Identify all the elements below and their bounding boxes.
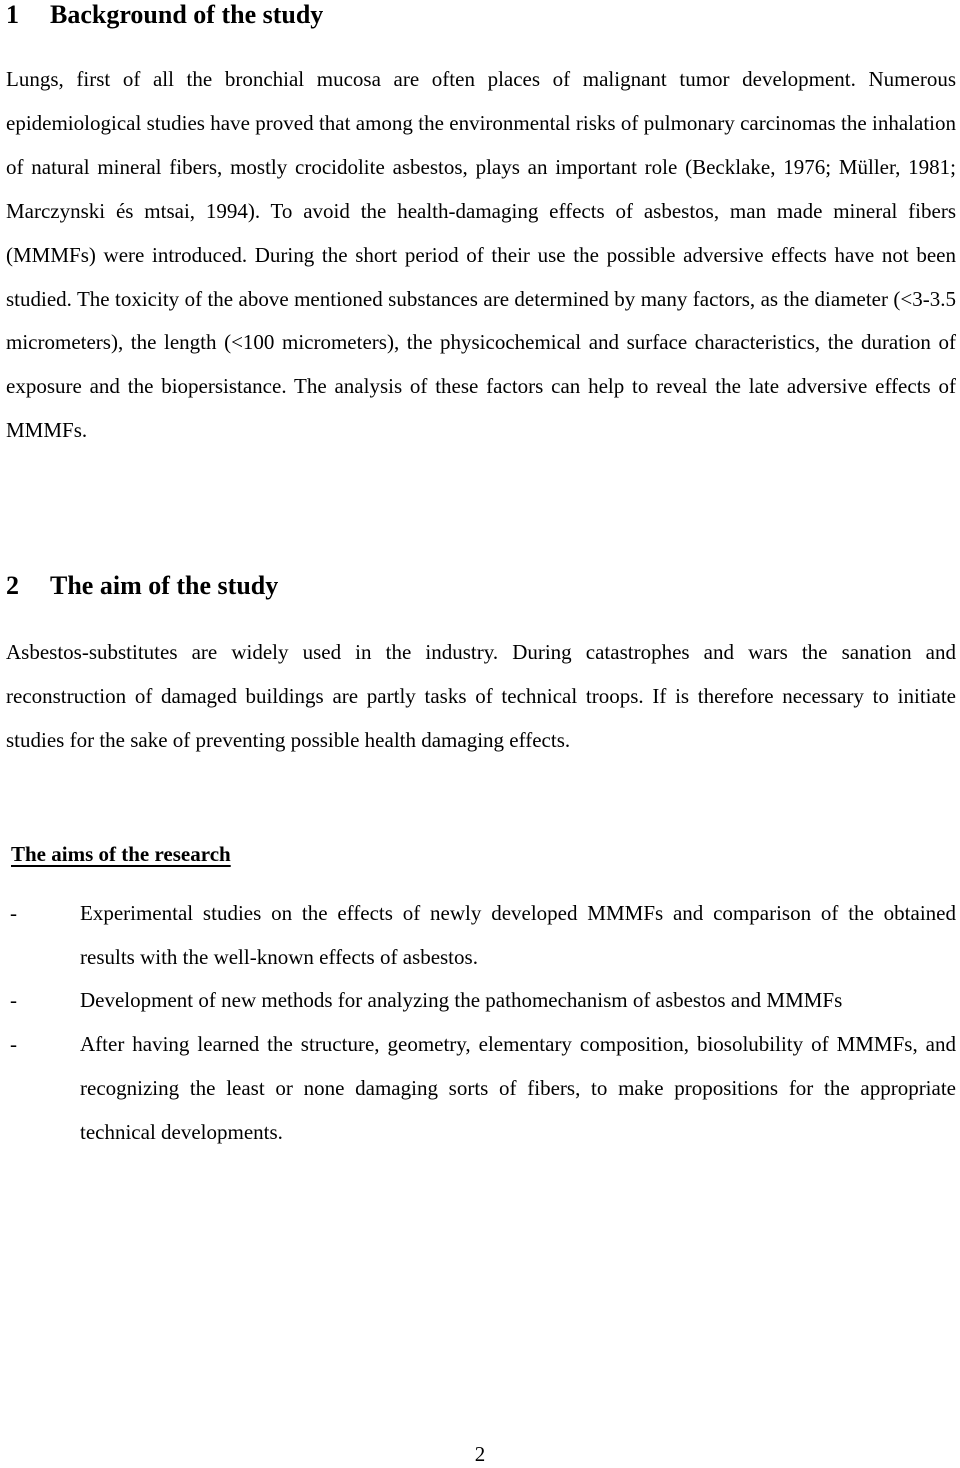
section-1-number: 1	[6, 0, 19, 29]
aims-list-item	[0, 1023, 956, 1154]
aims-item-text: Development of new methods for analyzing the pathomechanism of asbestos and MMMFs	[80, 988, 843, 1013]
section-1-paragraph: Lungs, first of all the bronchial mucosa are often places of malignant tumor development. Numerous epidemiological studies have proved that among the environmental risks of pulmonary carcinomas the inhalation of natural mineral fibers, mostly crocidolite asbestos, plays an important role (Becklake, 1976; Müller, 1981; Marczynski és mtsai, 1994). To avoid the health-damaging effects of asbestos, man made mineral fibers (MMMFs) were introduced. During the short period of their use the possible adversive effects have not been studied. The toxicity of the above mentioned substances are determined by many factors, as the diameter (<3-3.5 micrometers), the length (<100 micrometers), the physicochemical and surface characteristics, the duration of exposure and the biopersistance. The analysis of these factors can help to reveal the late adversive effects of MMMFs.	[6, 67, 956, 443]
bullet-dash: -	[10, 901, 17, 925]
section-2-title: The aim of the study	[50, 571, 279, 600]
section-2-heading	[6, 571, 278, 601]
section-1-heading	[6, 0, 323, 30]
aims-list-item	[0, 892, 956, 979]
section-2-number: 2	[6, 571, 19, 600]
bullet-dash: -	[10, 1032, 17, 1057]
section-2-paragraph: Asbestos-substitutes are widely used in the industry. During catastrophes and wars the sanation and reconstruction of damaged buildings are partly tasks of technical troops. If is therefore necessary to initiate studies for the sake of preventing possible health damaging effects.	[6, 640, 956, 752]
aims-item-text: Experimental studies on the effects of newly developed MMMFs and comparison of the obtained results with the well-known effects of asbestos.	[80, 901, 956, 969]
section-1-title: Background of the study	[50, 0, 324, 29]
page-number: 2	[474, 1442, 486, 1466]
aims-list	[0, 892, 960, 1154]
aims-heading: The aims of the research	[11, 842, 231, 866]
aims-list-item	[0, 979, 956, 1023]
aims-item-text: After having learned the structure, geometry, elementary composition, biosolubility of MMMFs, and recognizing the least or none damaging sorts of fibers, to make propositions for the appropriate technical developments.	[80, 1032, 956, 1144]
bullet-dash: -	[10, 988, 17, 1013]
